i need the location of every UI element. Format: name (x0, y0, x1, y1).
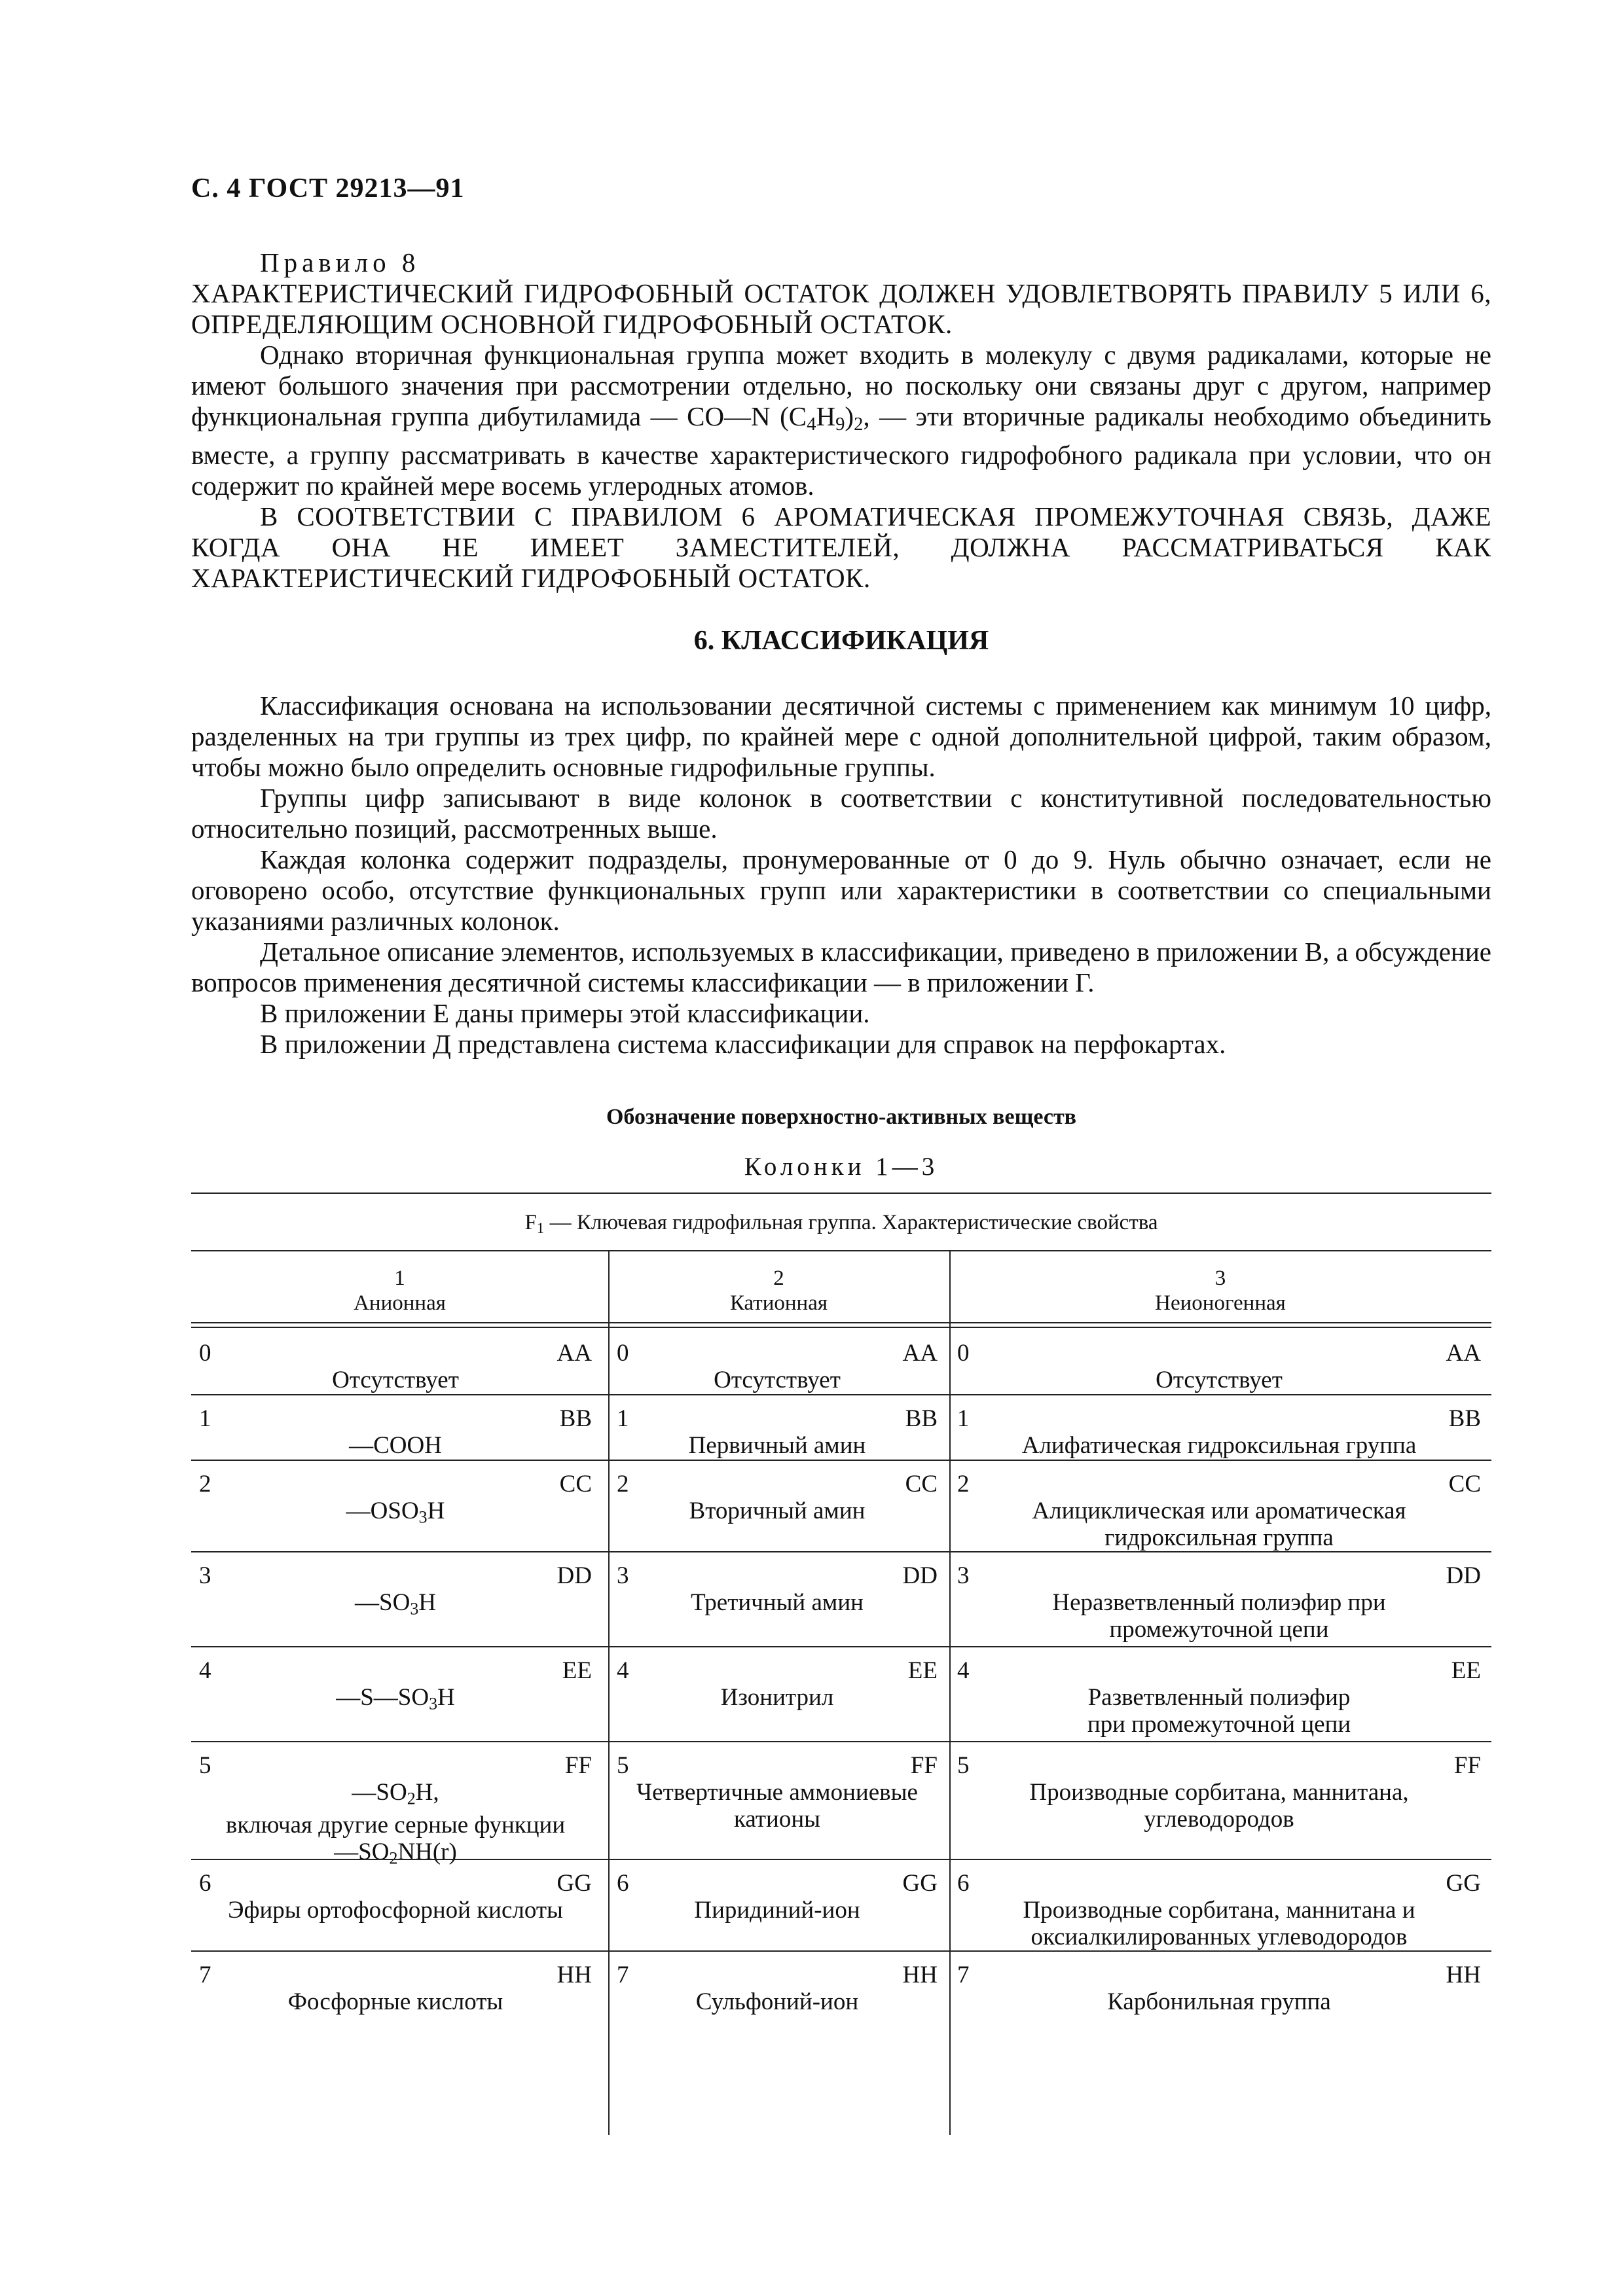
cell-number: 0 (957, 1340, 970, 1367)
cell-number: 6 (617, 1870, 629, 1897)
cell-description-line: Разветвленный полиэфир (1087, 1684, 1351, 1711)
cell-description-line: промежуточной цепи (1109, 1616, 1329, 1643)
cell-description-line: Четвертичные аммониевые (636, 1779, 918, 1806)
cell-description-line: Алициклическая или ароматическая (1032, 1498, 1406, 1524)
cell-code: BB (905, 1405, 938, 1432)
cell-number: 0 (199, 1340, 211, 1367)
column-name: Анионная (354, 1291, 446, 1315)
table-row-rule (191, 1859, 1491, 1860)
cell-description-line: Первичный амин (688, 1432, 866, 1459)
cell-code: HH (1446, 1962, 1481, 1988)
cell-number: 5 (957, 1752, 970, 1779)
column-number: 3 (1214, 1266, 1226, 1290)
cell-number: 4 (617, 1657, 629, 1684)
cell-description-line: Эфиры ортофосфорной кислоты (228, 1897, 563, 1924)
cell-description-line: —COOH (349, 1432, 442, 1459)
cell-number: 7 (617, 1962, 629, 1988)
cell-description (617, 1988, 938, 2015)
table-header-sub: 1 (536, 1219, 545, 1236)
cell-code: HH (902, 1962, 938, 1988)
formula-sub-1: 4 (807, 414, 816, 435)
cell-description-line: включая другие серные функции (225, 1812, 566, 1839)
rule8-block (191, 247, 1491, 594)
cell-description-line: Фосфорные кислоты (287, 1988, 503, 2015)
cell-description (199, 1684, 592, 1717)
cell-description (617, 1498, 938, 1524)
section-paragraph: В приложении Е даны примеры этой классификации. (260, 998, 870, 1028)
rule-label: Правило 8 (260, 247, 420, 278)
cell-description-line: углеводородов (1144, 1806, 1294, 1833)
rule-paragraph-part1: Однако вторичная функциональная группа может входить в молекулу с двумя радикалами, которые не имеют большого значения при рассмотрении отдельно, но поскольку они связаны друг с другом, например функциональная группа дибутиламида — CO—N (C (191, 340, 1491, 431)
cell-description-line: Алифатическая гидроксильная группа (1021, 1432, 1417, 1459)
cell-code: GG (902, 1870, 938, 1897)
cell-description-line: Отсутствует (714, 1367, 841, 1393)
cell-number: 6 (199, 1870, 211, 1897)
column-header-cationic (608, 1266, 949, 1316)
cell-code: FF (1453, 1752, 1481, 1779)
cell-description-line: $—SO_2NH(r)$ (334, 1839, 457, 1868)
cell-description-line: гидроксильная группа (1104, 1524, 1334, 1551)
table-column-header-rule (191, 1322, 1491, 1323)
cell-description-line: оксиалкилированных углеводородов (1030, 1924, 1408, 1950)
cell-description (617, 1367, 938, 1393)
cell-number: 1 (199, 1405, 211, 1432)
column-name: Неионогенная (1155, 1291, 1286, 1315)
cell-description-line: Третичный амин (691, 1589, 864, 1616)
table-column-header-rule-double (191, 1327, 1491, 1328)
rule-caps-text: ХАРАКТЕРИСТИЧЕСКИЙ ГИДРОФОБНЫЙ ОСТАТОК ДОЛЖЕН УДОВЛЕТВОРЯТЬ ПРАВИЛУ 5 ИЛИ 6, ОПРЕДЕЛЯЮЩИМ ОСНОВНОЙ ГИДРОФОБНЫЙ ОСТАТОК. (191, 278, 1491, 339)
cell-description (957, 1988, 1481, 2015)
cell-description (957, 1498, 1481, 1551)
cell-description (957, 1589, 1481, 1643)
column-divider-2 (949, 1250, 951, 2135)
cell-description-line: Производные сорбитана, маннитана и (1023, 1897, 1415, 1924)
cell-number: 1 (617, 1405, 629, 1432)
cell-description-line: катионы (733, 1806, 820, 1833)
cell-description (957, 1779, 1481, 1833)
cell-number: 6 (957, 1870, 970, 1897)
cell-description-line: $—SO_3H$ (355, 1589, 436, 1619)
column-header-anionic (191, 1266, 608, 1316)
column-header-nonionic (949, 1266, 1491, 1316)
table-header-rule (191, 1250, 1491, 1251)
cell-description (199, 1988, 592, 2015)
cell-number: 3 (957, 1562, 970, 1589)
cell-description (617, 1432, 938, 1459)
table-row-rule (191, 1646, 1491, 1647)
cell-description (617, 1897, 938, 1924)
cell-description (199, 1589, 592, 1622)
cell-code: AA (1446, 1340, 1481, 1367)
column-name: Катионная (729, 1291, 828, 1315)
cell-description (957, 1432, 1481, 1459)
cell-description-line: Пиридиний-ион (694, 1897, 860, 1924)
cell-number: 3 (199, 1562, 211, 1589)
cell-description (957, 1684, 1481, 1738)
cell-number: 7 (957, 1962, 970, 1988)
table-row-rule (191, 1950, 1491, 1952)
section-paragraph: Классификация основана на использовании десятичной системы с применением как минимум 10 цифр, разделенных на три группы из трех цифр, по крайней мере с одной дополнительной цифрой, таким образом, чтобы можно было определить основные гидрофильные группы. (191, 691, 1491, 782)
section-paragraph: Детальное описание элементов, используемых в классификации, приведено в приложении В, а обсуждение вопросов применения десятичной системы классификации — в приложении Г. (191, 937, 1491, 997)
cell-description (199, 1432, 592, 1459)
cell-code: DD (902, 1562, 938, 1589)
cell-description-line: Сульфоний-ион (695, 1988, 859, 2015)
cell-number: 4 (957, 1657, 970, 1684)
cell-code: GG (1446, 1870, 1481, 1897)
cell-code: EE (1451, 1657, 1481, 1684)
table-top-rule (191, 1193, 1491, 1194)
table-header (191, 1210, 1491, 1242)
cell-description-line: $—SO_2H$, (352, 1779, 439, 1808)
cell-description-line: Вторичный амин (689, 1498, 866, 1524)
cell-description (957, 1897, 1481, 1950)
column-divider-1 (608, 1250, 610, 2135)
cell-code: EE (907, 1657, 938, 1684)
cell-code: CC (1448, 1471, 1481, 1498)
cell-number: 5 (617, 1752, 629, 1779)
table-header-f: F (524, 1211, 537, 1234)
cell-description (617, 1589, 938, 1616)
cell-code: GG (556, 1870, 592, 1897)
cell-description-line: Карбонильная группа (1107, 1988, 1331, 2015)
rule-caps-text-2: В СООТВЕТСТВИИ С ПРАВИЛОМ 6 АРОМАТИЧЕСКАЯ ПРОМЕЖУТОЧНАЯ СВЯЗЬ, ДАЖЕ КОГДА ОНА НЕ ИМЕЕТ ЗАМЕСТИТЕЛЕЙ, ДОЛЖНА РАССМАТРИВАТЬСЯ КАК ХАРАКТЕРИСТИЧЕСКИЙ ГИДРОФОБНЫЙ ОСТАТОК. (191, 501, 1491, 594)
cell-description (957, 1367, 1481, 1393)
cell-description (617, 1779, 938, 1833)
table-title: Обозначение поверхностно-активных веществ (606, 1105, 1077, 1129)
formula-h: H (816, 401, 836, 431)
table-row-rule (191, 1741, 1491, 1742)
cell-code: FF (910, 1752, 938, 1779)
cell-description-line: Производные сорбитана, маннитана, (1029, 1779, 1409, 1806)
cell-description (199, 1498, 592, 1530)
cell-code: AA (556, 1340, 592, 1367)
cell-description (617, 1684, 938, 1711)
cell-description (199, 1779, 592, 1872)
table-row-rule (191, 1460, 1491, 1461)
table-header-text: — Ключевая гидрофильная группа. Характеристические свойства (544, 1211, 1158, 1234)
cell-number: 7 (199, 1962, 211, 1988)
cell-description (199, 1897, 592, 1924)
cell-code: CC (559, 1471, 592, 1498)
cell-code: BB (1448, 1405, 1481, 1432)
section-paragraph: В приложении Д представлена система классификации для справок на перфокартах. (260, 1029, 1226, 1059)
cell-number: 2 (199, 1471, 211, 1498)
cell-description-line: Отсутствует (332, 1367, 459, 1393)
cell-number: 3 (617, 1562, 629, 1589)
cell-code: CC (905, 1471, 938, 1498)
formula-sub-2: 9 (835, 414, 845, 435)
section-paragraph: Группы цифр записывают в виде колонок в соответствии с конститутивной последовательностью относительно позиций, рассмотренных выше. (191, 783, 1491, 844)
rule-paragraph-part2: , — эти вторичные радикалы необходимо объединить вместе, а группу рассматривать в качестве характеристического гидрофобного радикала при условии, что он содержит по крайней мере восемь углеродных атомов. (191, 401, 1491, 501)
cell-code: FF (564, 1752, 592, 1779)
cell-description-line: Изонитрил (720, 1684, 834, 1711)
cell-number: 2 (957, 1471, 970, 1498)
cell-description-line: при промежуточной цепи (1087, 1711, 1351, 1738)
table-row-rule (191, 1394, 1491, 1395)
cell-number: 5 (199, 1752, 211, 1779)
cell-description-line: $—S—SO_3H$ (336, 1684, 455, 1713)
cell-description-line: Неразветвленный полиэфир при (1052, 1589, 1386, 1616)
table-subtitle: Колонки 1—3 (744, 1153, 939, 1181)
page-header: С. 4 ГОСТ 29213—91 (191, 173, 465, 204)
section6-body (191, 691, 1491, 1060)
column-number: 2 (773, 1266, 784, 1290)
column-number: 1 (394, 1266, 405, 1290)
cell-code: EE (562, 1657, 592, 1684)
section-paragraph: Каждая колонка содержит подразделы, пронумерованные от 0 до 9. Нуль обычно означает, если не оговорено особо, отсутствие функциональных групп или характеристики в соответствии со специальными указаниями различных колонок. (191, 844, 1491, 936)
cell-number: 0 (617, 1340, 629, 1367)
section-title: 6. КЛАССИФИКАЦИЯ (693, 626, 989, 656)
cell-number: 1 (957, 1405, 970, 1432)
cell-description-line: Отсутствует (1156, 1367, 1283, 1393)
formula-sub-3: 2 (854, 414, 864, 435)
cell-description-line: $—OSO_3H$ (346, 1498, 445, 1527)
rule-paragraph (191, 340, 1491, 501)
table-row-rule (191, 1551, 1491, 1552)
cell-number: 4 (199, 1657, 211, 1684)
cell-description (199, 1367, 592, 1393)
cell-number: 2 (617, 1471, 629, 1498)
cell-code: BB (559, 1405, 592, 1432)
cell-code: DD (1446, 1562, 1481, 1589)
cell-code: AA (902, 1340, 938, 1367)
cell-code: DD (556, 1562, 592, 1589)
cell-code: HH (556, 1962, 592, 1988)
formula-close: ) (845, 401, 854, 431)
